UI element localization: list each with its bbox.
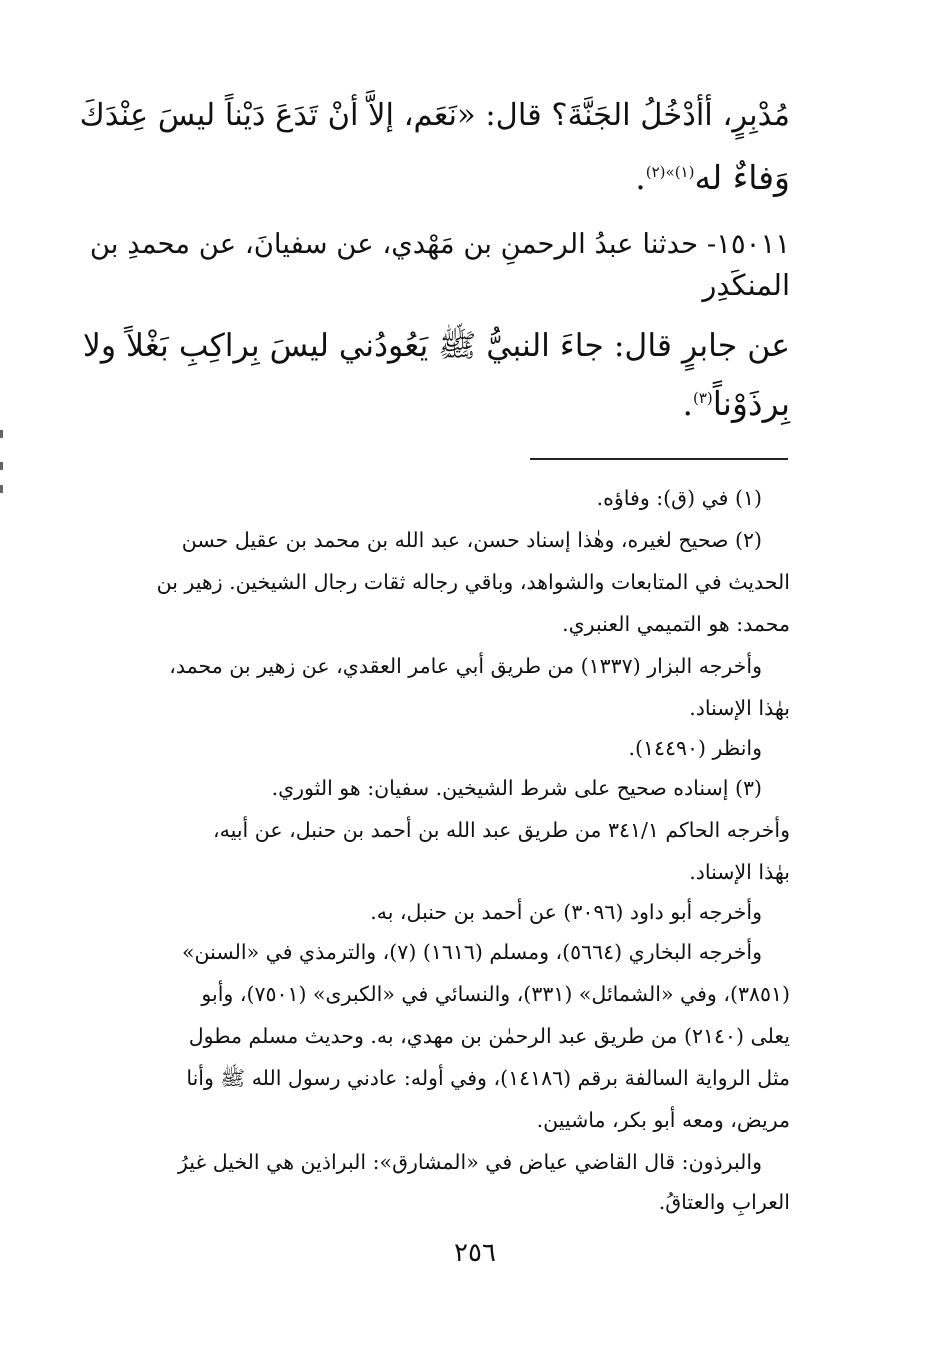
end-mark-1: . <box>635 158 646 197</box>
hadith-text-line-2 <box>80 384 790 423</box>
footnote-line: (٣٨٥١)، وفي «الشمائل» (٣٣١)، والنسائي في «الكبرى» (٧٥٠١)، وأبو <box>201 982 790 1006</box>
hadith-number-line: ١٥٠١١- حدثنا عبدُ الرحمنِ بن مَهْدي، عن سفيانَ، عن محمدِ بن <box>89 228 790 260</box>
page-number: ٢٥٦ <box>454 1238 496 1268</box>
footnote-line: وانظر (١٤٤٩٠). <box>628 736 762 760</box>
footnote-line: وأخرجه البخاري (٥٦٦٤)، ومسلم (١٦١٦) (٧)، والترمذي في «السنن» <box>182 940 762 964</box>
hadith-text-line-1: عن جابرٍ قال: جاءَ النبيُّ ﷺ يَعُودُني ليسَ بِراكِبِ بَغْلاً ولا <box>82 328 790 364</box>
hadith-line-2 <box>80 158 790 197</box>
footnote-line: (٢) صحيح لغيره، وهٰذا إسناد حسن، عبد الله بن محمد بن عقيل حسن <box>181 528 762 552</box>
footnote-line: العرابِ والعتاقُ. <box>658 1190 790 1214</box>
ref-2: »(٢) <box>645 163 675 181</box>
footnote-line: مريض، ومعه أبو بكر، ماشيين. <box>536 1108 790 1132</box>
scan-mark <box>0 485 3 493</box>
scan-mark <box>0 462 3 470</box>
footnote-line: يعلى (٢١٤٠) من طريق عبد الرحمٰن بن مهدي، به. وحديث مسلم مطول <box>188 1024 790 1048</box>
footnote-line: بهٰذا الإسناد. <box>689 696 790 720</box>
footnote-line: (١) في (ق): وفاؤه. <box>596 486 762 510</box>
hadith-text-line-2-text: بِرذَوْناً <box>712 384 790 423</box>
scan-mark <box>0 430 3 438</box>
hadith-line-1: مُدْبِرٍ، أأدْخُلُ الجَنَّةَ؟ قال: «نَعَم، إلاَّ أنْ تَدَعَ دَيْناً ليسَ عِنْدَكَ <box>79 98 790 133</box>
footnote-line: وأخرجه الحاكم ٣٤١/١ من طريق عبد الله بن أحمد بن حنبل، عن أبيه، <box>213 818 790 842</box>
hadith-line-2-text: وَفاءٌ له <box>694 158 790 197</box>
footnote-line: وأخرجه البزار (١٣٣٧) من طريق أبي عامر العقدي، عن زهير بن محمد، <box>169 654 762 678</box>
footnote-line: والبرذون: قال القاضي عياض في «المشارق»: البراذين هي الخيل غيرُ <box>178 1150 762 1174</box>
end-mark-2: . <box>682 384 693 423</box>
footnote-line: (٣) إسناده صحيح على شرط الشيخين. سفيان: هو الثوري. <box>271 776 762 800</box>
footnote-line: مثل الرواية السالفة برقم (١٤١٨٦)، وفي أوله: عادني رسول الله ﷺ وأنا <box>186 1066 790 1090</box>
footnote-line: وأخرجه أبو داود (٣٠٩٦) عن أحمد بن حنبل، به. <box>370 900 762 924</box>
ref-3: (٣) <box>692 389 713 407</box>
footnote-separator <box>530 458 788 460</box>
ref-1: (١) <box>674 163 695 181</box>
isnad-continuation: المنكَدِر <box>702 268 790 302</box>
footnote-line: محمد: هو التميمي العنبري. <box>562 612 790 636</box>
footnote-line: بهٰذا الإسناد. <box>689 860 790 884</box>
footnote-line: الحديث في المتابعات والشواهد، وباقي رجاله ثقات رجال الشيخين. زهير بن <box>156 570 790 594</box>
